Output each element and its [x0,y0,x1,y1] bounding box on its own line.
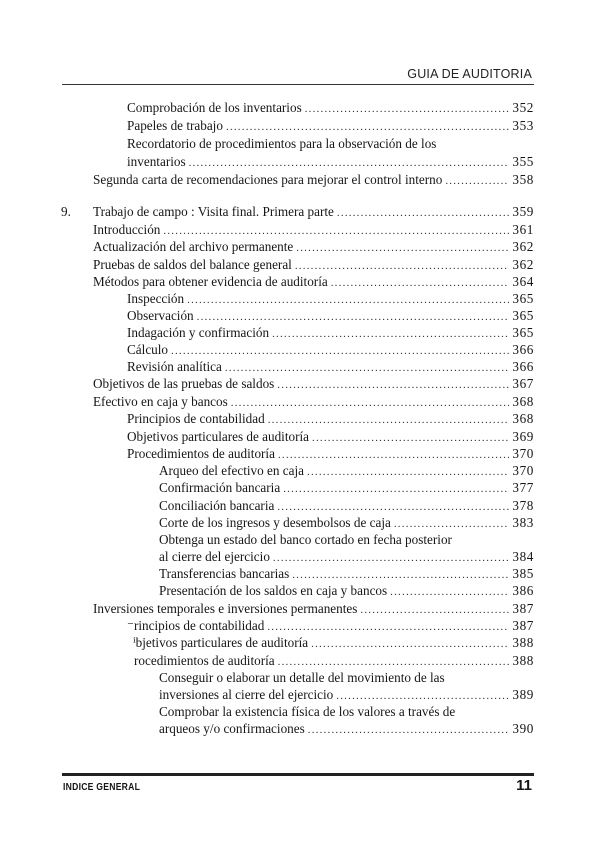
chapter-number: 9. [61,204,71,219]
toc-entry [127,428,534,446]
toc-leader-dots [268,411,510,429]
toc-entry-text: Conseguir o elaborar un detalle del movimiento de las [159,670,445,685]
toc-entry-text: Cálculo [127,342,169,357]
toc-leader-dots [305,100,510,118]
toc-entry-text: Pruebas de saldos del balance general [93,257,292,272]
toc-entry-text: Corte de los ingresos y desembolsos de caja [159,515,391,530]
toc-entry [93,393,534,411]
toc-entry-text: Comprobar la existencia física de los valores a través de [159,704,456,719]
toc-entry-page: 365 [512,325,534,340]
toc-entry [127,290,534,308]
toc-entry-text: Efectivo en caja y bancos [93,394,228,409]
toc-entry [93,600,534,618]
toc-entry-text: Papeles de trabajo [127,118,223,133]
toc-entry-page: 362 [512,257,534,272]
toc-entry-text: inversiones al cierre del ejercicio [159,687,334,702]
toc-entry [127,117,534,135]
toc-entry-page: 352 [512,100,534,115]
toc-entry-page: 370 [512,446,534,461]
toc-entry-page: 365 [512,291,534,306]
toc-entry-page: 366 [512,359,534,374]
toc-entry-page: 364 [512,274,534,289]
toc-entry-page: 353 [512,118,534,133]
toc-leader-dots [308,721,510,739]
toc-entry [127,153,534,171]
toc-entry-page: 378 [512,498,534,513]
toc-entry [159,514,534,532]
toc-entry-page: 384 [512,549,534,564]
toc-entry [159,497,534,515]
toc-entry [127,445,534,463]
toc-entry-text: Indagación y confirmación [127,325,270,340]
footer-rule [62,773,534,776]
toc-entry [93,256,534,274]
toc-leader-dots [283,480,509,498]
toc-entry-text: ⁻rincipios de contabilidad [127,618,265,633]
toc-entry-page: 365 [512,308,534,323]
toc-leader-dots [390,583,509,601]
toc-entry-text: Revisión analítica [127,359,222,374]
toc-entry-page: 370 [512,463,534,478]
toc-entry-text: inventarios [127,154,186,169]
toc-entry-page: 362 [512,239,534,254]
toc-entry-text: al cierre del ejercicio [159,549,270,564]
toc-entry [93,221,534,239]
toc-entry [127,341,534,359]
toc-entry-text: Métodos para obtener evidencia de auditoría [93,274,328,289]
header-rule [62,84,534,85]
toc-entry [127,307,534,325]
toc-leader-dots [277,376,509,394]
toc-entry [127,410,534,428]
toc-leader-dots [226,118,509,136]
toc-entry-text: Arqueo del efectivo en caja [159,463,304,478]
toc-entry [93,375,534,393]
toc-entry-page: 358 [512,172,534,187]
toc-entry-page: 387 [512,601,534,616]
toc-entry [159,565,534,583]
toc-entry-page: 368 [512,411,534,426]
toc-entry-page: 389 [512,687,534,702]
toc-leader-dots [296,239,509,257]
toc-entry-text: Recordatorio de procedimientos para la observación de los [127,136,437,151]
toc-entry-text: arqueos y/o confirmaciones [159,721,305,736]
toc-entry [159,462,534,480]
toc-entry [159,582,534,600]
toc-entry-text: Trabajo de campo : Visita final. Primera parte [93,204,334,219]
toc-entry-page: 355 [512,154,534,169]
toc-entry [127,324,534,342]
toc-entry-page: 385 [512,566,534,581]
toc-entry-text: Introducción [93,222,161,237]
toc-entry-text: Objetivos de las pruebas de saldos [93,376,275,391]
toc-entry-text: Inversiones temporales e inversiones permanentes [93,601,358,616]
toc-entry-page: 366 [512,342,534,357]
toc-entry-page: 388 [512,635,534,650]
toc-leader-dots [445,172,509,190]
toc-entry-text: Procedimientos de auditoría [127,446,275,461]
header-title: GUIA DE AUDITORIA [407,67,532,81]
toc-entry [159,686,534,704]
toc-leader-dots [311,635,509,653]
footer-section-label: INDICE GENERAL [63,781,141,793]
toc-entry-page: 367 [512,376,534,391]
toc-entry-page: 368 [512,394,534,409]
toc-entry-text: Transferencias bancarias [159,566,290,581]
toc-entry [127,99,534,117]
toc-entry [159,548,534,566]
toc-entry-page: 359 [512,204,534,219]
toc-entry-text: ⁱbjetivos particulares de auditoría [133,635,309,650]
toc-entry-page: 390 [512,721,534,736]
toc-entry-text: Presentación de los saldos en caja y bancos [159,583,388,598]
toc-entry-page: 388 [512,653,534,668]
toc-entry-text: Confirmación bancaria [159,480,281,495]
toc-entry-text: Segunda carta de recomendaciones para mejorar el control interno [93,172,443,187]
toc-entry-page: 369 [512,429,534,444]
toc-entry-text: Objetivos particulares de auditoría [127,429,309,444]
page-number: 11 [516,777,532,794]
toc-entry [159,720,534,738]
toc-entry [93,238,534,256]
toc-entry-page: 383 [512,515,534,530]
toc-entry [134,652,534,670]
toc-entry-text: Comprobación de los inventarios [127,100,302,115]
toc-entry-text: rocedimientos de auditoría [134,653,275,668]
toc-entry [133,634,534,652]
toc-entry-text: Obtenga un estado del banco cortado en fecha posterior [159,532,452,547]
toc-entry-text: Principios de contabilidad [127,411,265,426]
toc-entry [93,171,534,189]
toc-entry-text: Inspección [127,291,185,306]
toc-entry-text: Conciliación bancaria [159,498,275,513]
toc-entry [93,273,534,291]
toc-entry [127,617,534,635]
toc-entry [127,358,534,376]
toc-entry-page: 387 [512,618,534,633]
toc-entry-page: 361 [512,222,534,237]
toc-entry [159,479,534,497]
toc-leader-dots [189,154,510,172]
toc-chapter-entry [61,203,534,221]
toc-entry-text: Observación [127,308,194,323]
toc-entry-page: 377 [512,480,534,495]
toc-entry-page: 386 [512,583,534,598]
toc-entry-text: Actualización del archivo permanente [93,239,294,254]
toc-leader-dots [337,204,509,222]
